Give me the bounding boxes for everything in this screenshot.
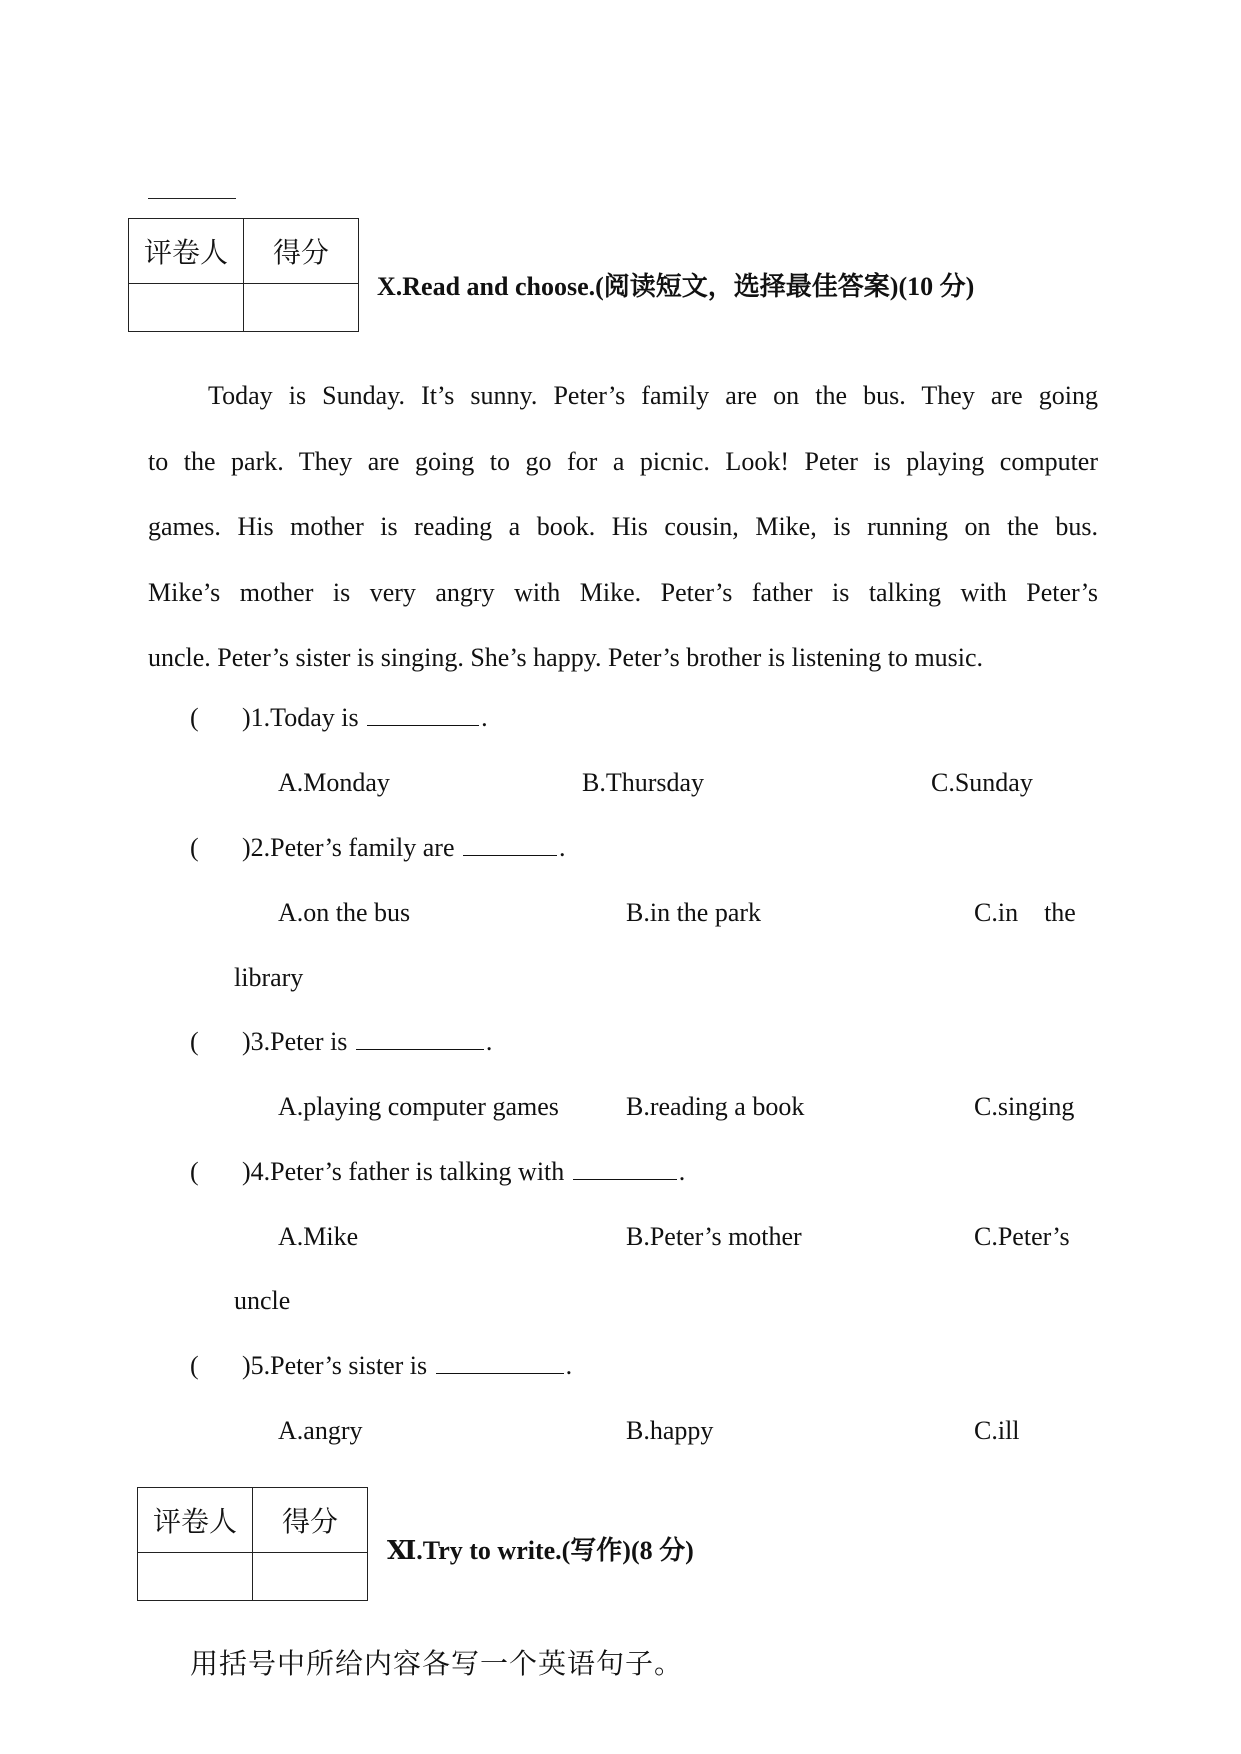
score-table-section-11 bbox=[137, 1487, 368, 1601]
option-a[interactable]: A.angry bbox=[278, 1416, 363, 1445]
top-rule bbox=[148, 198, 236, 199]
writing-instruction: 用括号中所给内容各写一个英语句子。 bbox=[190, 1647, 684, 1680]
reading-passage bbox=[148, 363, 1098, 691]
passage-line: games. His mother is reading a book. His cousin, Mike, is running on the bus. bbox=[148, 512, 1098, 541]
answer-blank[interactable] bbox=[356, 1048, 484, 1050]
option-c[interactable]: C.Peter’s bbox=[974, 1222, 1070, 1251]
score-table-section-10 bbox=[128, 218, 359, 332]
answer-blank[interactable] bbox=[573, 1178, 677, 1180]
option-a[interactable]: A.playing computer games bbox=[278, 1092, 559, 1121]
option-b[interactable]: B.happy bbox=[626, 1416, 714, 1445]
question-2: ( )2.Peter’s family are . bbox=[190, 833, 566, 862]
option-a[interactable]: A.on the bus bbox=[278, 898, 411, 927]
option-b[interactable]: B.Thursday bbox=[582, 768, 705, 797]
option-c[interactable]: C.singing bbox=[974, 1092, 1075, 1121]
reviewer-header: 评卷人 bbox=[129, 219, 244, 284]
question-3: ( )3.Peter is . bbox=[190, 1027, 493, 1056]
option-c[interactable]: C.ill bbox=[974, 1416, 1020, 1445]
answer-blank[interactable] bbox=[436, 1372, 564, 1374]
section-10-heading: X.Read and choose.(阅读短文，选择最佳答案)(10 分) bbox=[377, 272, 975, 301]
option-c[interactable]: C.in the bbox=[974, 898, 1076, 927]
option-c-wrap: library bbox=[234, 963, 304, 992]
passage-line: Today is Sunday. It’s sunny. Peter’s family are on the bus. They are going bbox=[208, 381, 1098, 410]
score-header: 得分 bbox=[244, 219, 359, 284]
reviewer-cell[interactable] bbox=[129, 284, 244, 332]
score-header: 得分 bbox=[253, 1488, 368, 1553]
reviewer-cell[interactable] bbox=[138, 1553, 253, 1601]
option-b[interactable]: B.in the park bbox=[626, 898, 762, 927]
option-b[interactable]: B.reading a book bbox=[626, 1092, 805, 1121]
score-cell[interactable] bbox=[244, 284, 359, 332]
score-cell[interactable] bbox=[253, 1553, 368, 1601]
section-11-heading: Ⅺ.Try to write.(写作)(8 分) bbox=[387, 1536, 694, 1565]
option-a[interactable]: A.Mike bbox=[278, 1222, 359, 1251]
option-c-wrap: uncle bbox=[234, 1286, 291, 1315]
question-5: ( )5.Peter’s sister is . bbox=[190, 1351, 573, 1380]
reviewer-header: 评卷人 bbox=[138, 1488, 253, 1553]
option-a[interactable]: A.Monday bbox=[278, 768, 390, 797]
passage-line: uncle. Peter’s sister is singing. She’s happy. Peter’s brother is listening to music. bbox=[148, 643, 984, 672]
option-c[interactable]: C.Sunday bbox=[931, 768, 1033, 797]
passage-line: Mike’s mother is very angry with Mike. Peter’s father is talking with Peter’s bbox=[148, 577, 1098, 607]
question-4: ( )4.Peter’s father is talking with . bbox=[190, 1157, 686, 1186]
answer-blank[interactable] bbox=[463, 854, 557, 856]
option-b[interactable]: B.Peter’s mother bbox=[626, 1222, 802, 1251]
passage-line: to the park. They are going to go for a picnic. Look! Peter is playing computer bbox=[148, 446, 1098, 476]
question-1: ( )1.Today is . bbox=[190, 703, 488, 732]
answer-blank[interactable] bbox=[367, 724, 479, 726]
